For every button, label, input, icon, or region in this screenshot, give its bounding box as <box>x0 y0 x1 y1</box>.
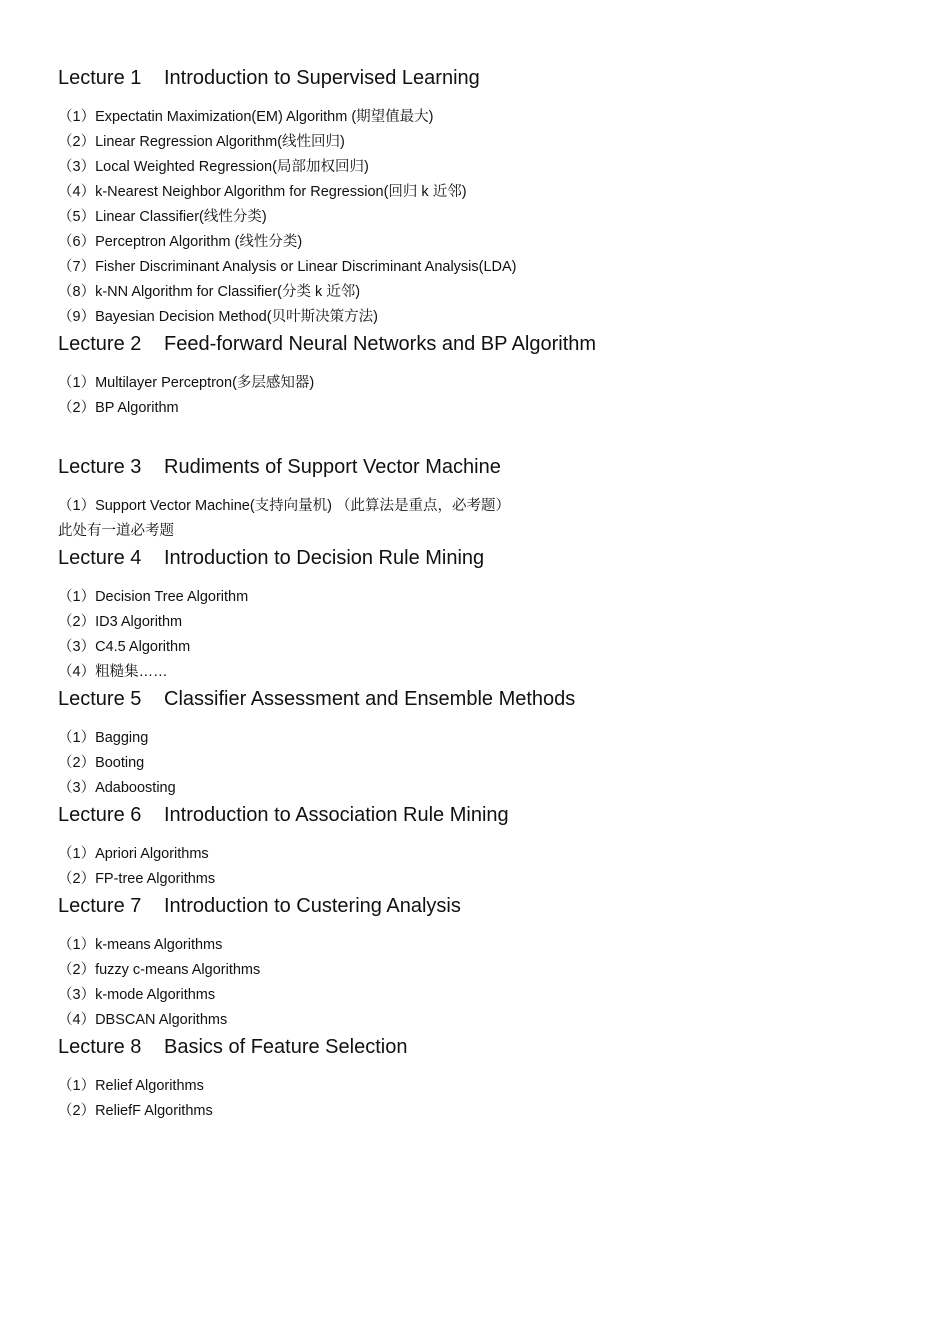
lecture-number: Lecture 5 <box>58 688 142 710</box>
lecture-section-2 <box>58 330 898 453</box>
lecture-heading <box>58 64 898 92</box>
list-item: （1）Expectatin Maximization(EM) Algorithm (期望值最大) <box>58 109 434 125</box>
list-item: （5）Linear Classifier(线性分类) <box>58 209 267 225</box>
lecture-section-6 <box>58 801 898 892</box>
list-item: （3）Local Weighted Regression(局部加权回归) <box>58 159 369 175</box>
lecture-item-list <box>58 933 898 1033</box>
list-item: （3）C4.5 Algorithm <box>58 639 191 655</box>
lecture-title: Introduction to Association Rule Mining <box>164 804 509 826</box>
list-item: （7）Fisher Discriminant Analysis or Linear Discriminant Analysis(LDA) <box>58 259 517 275</box>
lecture-title: Introduction to Custering Analysis <box>164 895 461 917</box>
list-item: （1）Decision Tree Algorithm <box>58 589 249 605</box>
lecture-heading <box>58 330 898 358</box>
list-item: （4）DBSCAN Algorithms <box>58 1012 228 1028</box>
list-item: （9）Bayesian Decision Method(贝叶斯决策方法) <box>58 309 378 325</box>
list-item: 此处有一道必考题 <box>58 523 174 539</box>
list-item: （1）k-means Algorithms <box>58 937 223 953</box>
list-item: （8）k-NN Algorithm for Classifier(分类 k 近邻) <box>58 284 361 300</box>
list-item: （3）k-mode Algorithms <box>58 987 216 1003</box>
lecture-number: Lecture 4 <box>58 547 142 569</box>
lecture-title: Introduction to Supervised Learning <box>164 67 480 89</box>
lecture-item-list <box>58 842 898 892</box>
lecture-heading <box>58 801 898 829</box>
lecture-item-list <box>58 585 898 685</box>
list-item: （4）k-Nearest Neighbor Algorithm for Regression(回归 k 近邻) <box>58 184 467 200</box>
list-item: （2）ID3 Algorithm <box>58 614 183 630</box>
list-item: （6）Perceptron Algorithm (线性分类) <box>58 234 303 250</box>
lecture-heading <box>58 685 898 713</box>
list-item: （1）Bagging <box>58 730 149 746</box>
list-item: （2）ReliefF Algorithms <box>58 1103 213 1119</box>
list-item: （1）Multilayer Perceptron(多层感知器) <box>58 375 315 391</box>
lecture-item-list <box>58 371 898 421</box>
lecture-number: Lecture 3 <box>58 456 142 478</box>
lecture-number: Lecture 6 <box>58 804 142 826</box>
lecture-section-5 <box>58 685 898 801</box>
lecture-heading <box>58 544 898 572</box>
list-item: （2）FP-tree Algorithms <box>58 871 216 887</box>
lecture-number: Lecture 7 <box>58 895 142 917</box>
list-item: （1）Relief Algorithms <box>58 1078 204 1094</box>
list-item: （2）fuzzy c-means Algorithms <box>58 962 261 978</box>
lecture-section-7 <box>58 892 898 1033</box>
list-item: （2）Booting <box>58 755 145 771</box>
list-item: （4）粗糙集…… <box>58 664 168 680</box>
lecture-title: Feed-forward Neural Networks and BP Algorithm <box>164 333 597 355</box>
lecture-title: Rudiments of Support Vector Machine <box>164 456 501 478</box>
list-item: （2）Linear Regression Algorithm(线性回归) <box>58 134 345 150</box>
lecture-heading <box>58 892 898 920</box>
spacer <box>58 421 898 453</box>
lecture-item-list <box>58 1074 898 1124</box>
lecture-section-8 <box>58 1033 898 1124</box>
lecture-heading <box>58 1033 898 1061</box>
lecture-section-4 <box>58 544 898 685</box>
lecture-number: Lecture 2 <box>58 333 142 355</box>
lecture-item-list <box>58 105 898 330</box>
list-item: （2）BP Algorithm <box>58 400 179 416</box>
lecture-title: Classifier Assessment and Ensemble Methods <box>164 688 576 710</box>
lecture-heading <box>58 453 898 481</box>
lecture-number: Lecture 8 <box>58 1036 142 1058</box>
lecture-item-list <box>58 726 898 801</box>
lecture-number: Lecture 1 <box>58 67 142 89</box>
list-item: （1）Apriori Algorithms <box>58 846 209 862</box>
lecture-title: Basics of Feature Selection <box>164 1036 408 1058</box>
lecture-item-list <box>58 494 898 544</box>
lecture-title: Introduction to Decision Rule Mining <box>164 547 485 569</box>
document-page <box>58 64 898 1124</box>
lecture-section-3 <box>58 453 898 544</box>
list-item: （3）Adaboosting <box>58 780 176 796</box>
lecture-section-1 <box>58 64 898 330</box>
list-item: （1）Support Vector Machine(支持向量机) （此算法是重点，必考题） <box>58 498 511 514</box>
